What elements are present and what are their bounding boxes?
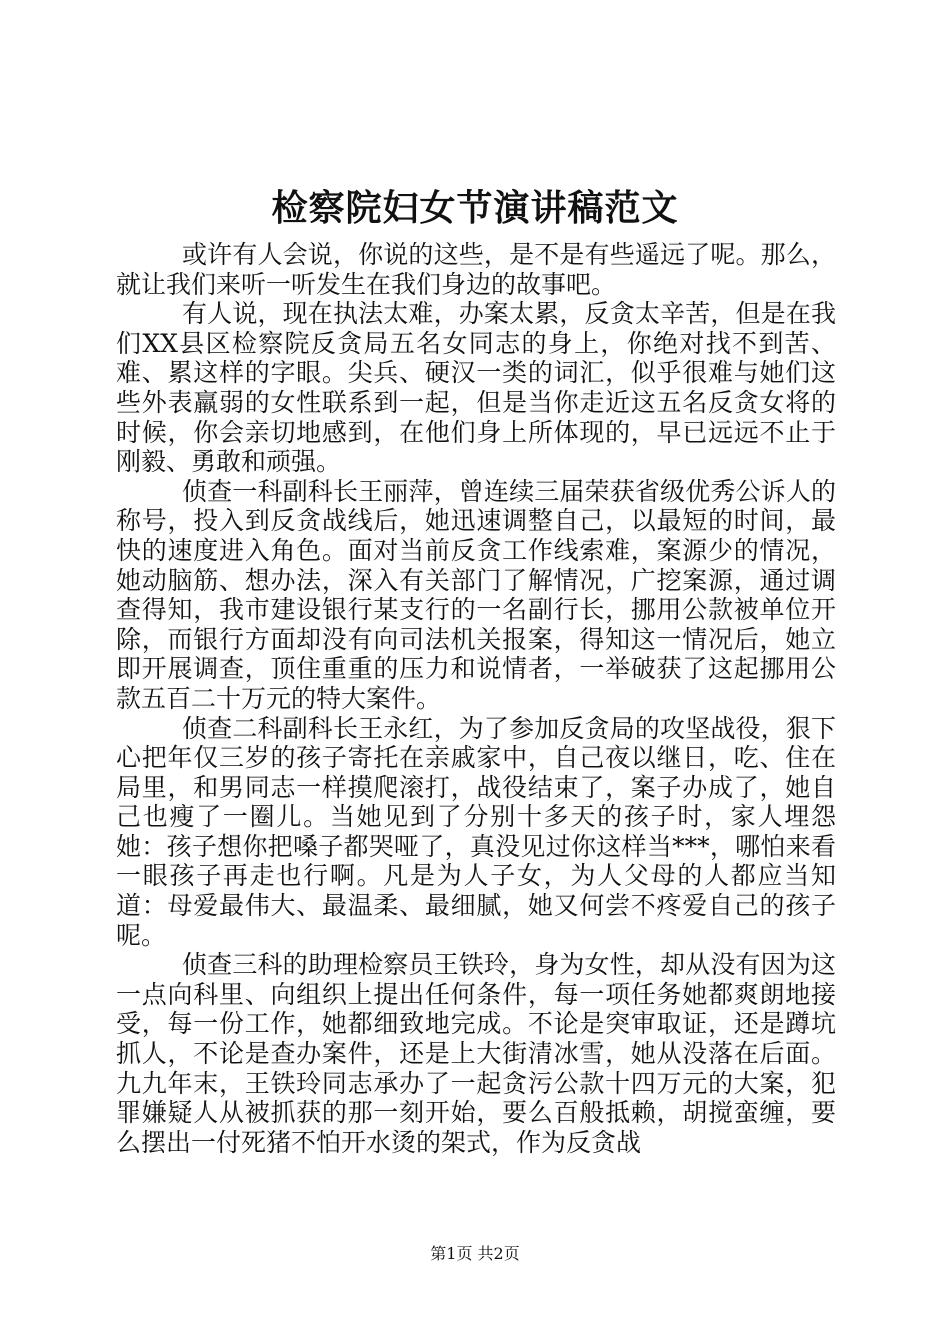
paragraph: 侦查三科的助理检察员王铁玲，身为女性，却从没有因为这一点向科里、向组织上提出任何条件，每一项任务她都爽朗地接受，每一份工作，她都细致地完成。不论是突审取证，还是蹲坑抓人，不论是查办案件，还是上大街清冰雪，她从没落在后面。九九年末，王铁玲同志承办了一起贪污公款十四万元的大案，犯罪嫌疑人从被抓获的那一刻开始，要么百般抵赖，胡搅蛮缠，要么摆出一付死猪不怕开水烫的架式，作为反贪战 bbox=[116, 950, 836, 1157]
paragraph: 或许有人会说，你说的这些，是不是有些遥远了呢。那么，就让我们来听一听发生在我们身边的故事吧。 bbox=[116, 240, 836, 299]
paragraph: 侦查二科副科长王永红，为了参加反贪局的攻坚战役，狠下心把年仅三岁的孩子寄托在亲戚家中，自己夜以继日，吃、住在局里，和男同志一样摸爬滚打，战役结束了，案子办成了，她自己也瘦了一圈儿。当她见到了分别十多天的孩子时，家人埋怨她：孩子想你把嗓子都哭哑了，真没见过你这样当***，哪怕来看一眼孩子再走也行啊。凡是为人子女，为人父母的人都应当知道：母爱最伟大、最温柔、最细腻，她又何尝不疼爱自己的孩子呢。 bbox=[116, 713, 836, 950]
paragraph: 有人说，现在执法太难，办案太累，反贪太辛苦，但是在我们XX县区检察院反贪局五名女同志的身上，你绝对找不到苦、难、累这样的字眼。尖兵、硬汉一类的词汇，似乎很难与她们这些外表羸弱的女性联系到一起，但是当你走近这五名反贪女将的时候，你会亲切地感到，在他们身上所体现的，早已远远不止于刚毅、勇敢和顽强。 bbox=[116, 299, 836, 477]
document-title: 检察院妇女节演讲稿范文 bbox=[271, 187, 679, 229]
document-body bbox=[116, 240, 836, 1157]
page-footer: 第1页 共2页 bbox=[430, 1244, 520, 1263]
paragraph: 侦查一科副科长王丽萍，曾连续三届荣获省级优秀公诉人的称号，投入到反贪战线后，她迅速调整自己，以最短的时间，最快的速度进入角色。面对当前反贪工作线索难，案源少的情况，她动脑筋、想办法，深入有关部门了解情况，广挖案源，通过调查得知，我市建设银行某支行的一名副行长，挪用公款被单位开除，而银行方面却没有向司法机关报案，得知这一情况后，她立即开展调查，顶住重重的压力和说情者，一举破获了这起挪用公款五百二十万元的特大案件。 bbox=[116, 476, 836, 713]
